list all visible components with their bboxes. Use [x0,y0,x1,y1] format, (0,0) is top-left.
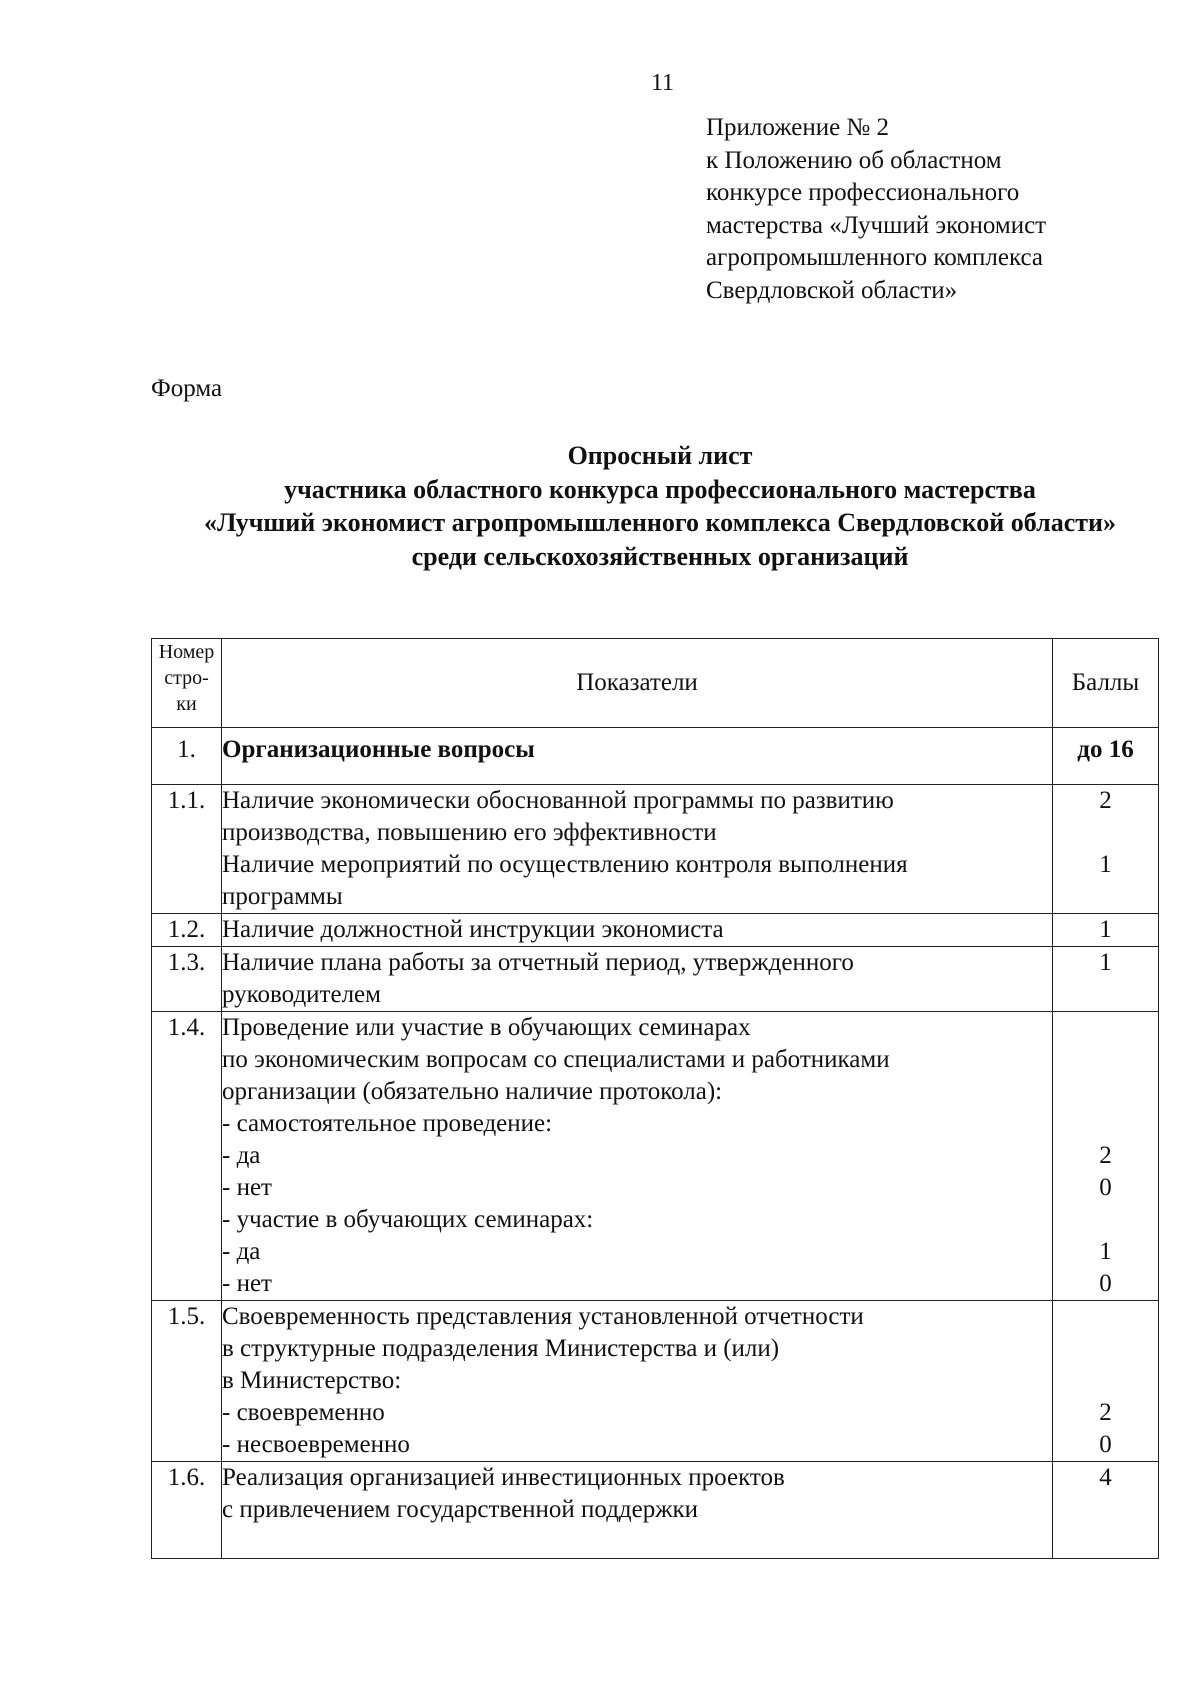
indicator-line: Реализация организацией инвестиционных проектов [222,1464,785,1491]
score-value: 1 [1099,851,1112,878]
row-score [1053,914,1159,947]
indicator-line: - да [222,1142,261,1169]
appendix-line: к Положению об областном [706,146,1002,174]
score-value [1053,979,1158,1011]
indicator-line: в структурные подразделения Министерства и (или) [222,1335,780,1362]
appendix-line: Свердловской области» [706,276,958,304]
indicator-line: руководителем [222,981,381,1008]
table-row [152,1012,1159,1301]
row-indicator [222,1301,1053,1462]
indicator-line: - участие в обучающих семинарах: [222,1206,594,1233]
score-value [1053,1333,1158,1365]
row-number: 1. [152,728,222,785]
title-line: «Лучший экономист агропромышленного комплекса Свердловской области» [203,508,1117,537]
table-row [152,1462,1159,1559]
table-header-row [152,639,1159,728]
indicator-line: Наличие должностной инструкции экономиста [222,916,724,943]
indicator-line: Организационные вопросы [222,736,535,763]
score-value: 4 [1099,1464,1112,1491]
row-score [1053,728,1159,785]
row-number: 1.6. [152,1462,222,1559]
indicator-line: производства, повышению его эффективности [222,819,717,846]
indicator-line: - нет [222,1174,272,1201]
row-score [1053,1012,1159,1301]
score-value: 1 [1099,1238,1112,1265]
survey-table [151,638,1159,1559]
row-number: 1.2. [152,914,222,947]
score-value [1053,881,1158,913]
header-number-line: Номер [158,641,215,663]
indicator-line: - несвоевременно [222,1431,410,1458]
score-value: 2 [1099,787,1112,814]
indicator-line: - да [222,1238,261,1265]
indicator-line: по экономическим вопросам со специалистами и работниками [222,1046,890,1073]
table-row [152,1301,1159,1462]
indicator-line: в Министерство: [222,1367,402,1394]
header-number-line: стро- [164,667,209,689]
table-row [152,947,1159,1012]
indicator-line: - нет [222,1270,272,1297]
score-value: 0 [1099,1270,1112,1297]
score-value [1053,1012,1158,1044]
row-score [1053,1301,1159,1462]
appendix-line: конкурсе профессионального [706,179,1020,206]
header-number-line: ки [176,693,197,715]
indicator-line: Наличие мероприятий по осуществлению контроля выполнения [222,851,908,878]
table-body [152,728,1159,1559]
indicator-line: - своевременно [222,1399,385,1426]
score-value: 0 [1099,1431,1112,1458]
score-value [1053,1526,1158,1558]
score-value [1053,1108,1158,1140]
score-value [1053,1365,1158,1397]
appendix-line: мастерства «Лучший экономист [706,211,1047,239]
table-row [152,914,1159,947]
page-number: 11 [650,70,675,96]
indicator-line: Наличие экономически обоснованной программы по развитию [222,787,894,814]
score-value [1053,1301,1158,1333]
appendix-reference [706,112,1146,307]
score-value [1053,817,1158,849]
document-title [130,439,1190,573]
score-value [1053,1494,1158,1526]
indicator-line: Проведение или участие в обучающих семинарах [222,1014,751,1041]
appendix-line: агропромышленного комплекса [706,244,1044,271]
table-row [152,785,1159,914]
score-value [1053,1076,1158,1108]
row-indicator [222,947,1053,1012]
indicator-line: с привлечением государственной поддержки [222,1496,699,1523]
row-score [1053,1462,1159,1559]
row-number: 1.4. [152,1012,222,1301]
form-label: Форма [151,375,223,402]
header-indicators: Показатели [222,639,1053,728]
row-indicator [222,914,1053,947]
appendix-line: Приложение № 2 [706,114,890,141]
indicator-line: - самостоятельное проведение: [222,1110,553,1137]
row-indicator [222,728,1053,785]
score-value: 1 [1099,916,1112,943]
score-value: до 16 [1077,736,1134,763]
row-indicator [222,1012,1053,1301]
indicator-line: программы [222,883,343,910]
indicator-line: Своевременность представления установленной отчетности [222,1303,864,1330]
row-number: 1.5. [152,1301,222,1462]
indicator-line: организации (обязательно наличие протокола): [222,1078,723,1105]
indicator-line: Наличие плана работы за отчетный период, утвержденного [222,949,854,976]
title-line: среди сельскохозяйственных организаций [411,541,909,571]
row-number: 1.3. [152,947,222,1012]
title-line: Опросный лист [567,441,753,470]
row-score [1053,947,1159,1012]
row-score [1053,785,1159,914]
score-value [1053,1044,1158,1076]
score-value: 0 [1099,1174,1112,1201]
header-row-number [152,639,222,728]
score-value [1053,1204,1158,1236]
header-score: Баллы [1053,639,1159,728]
table-row [152,728,1159,785]
score-value: 1 [1099,949,1112,976]
title-line: участника областного конкурса профессионального мастерства [284,474,1036,504]
row-number: 1.1. [152,785,222,914]
row-indicator [222,785,1053,914]
score-value: 2 [1099,1399,1112,1426]
indicator-line [222,1526,1052,1558]
row-indicator [222,1462,1053,1559]
score-value: 2 [1099,1142,1112,1169]
